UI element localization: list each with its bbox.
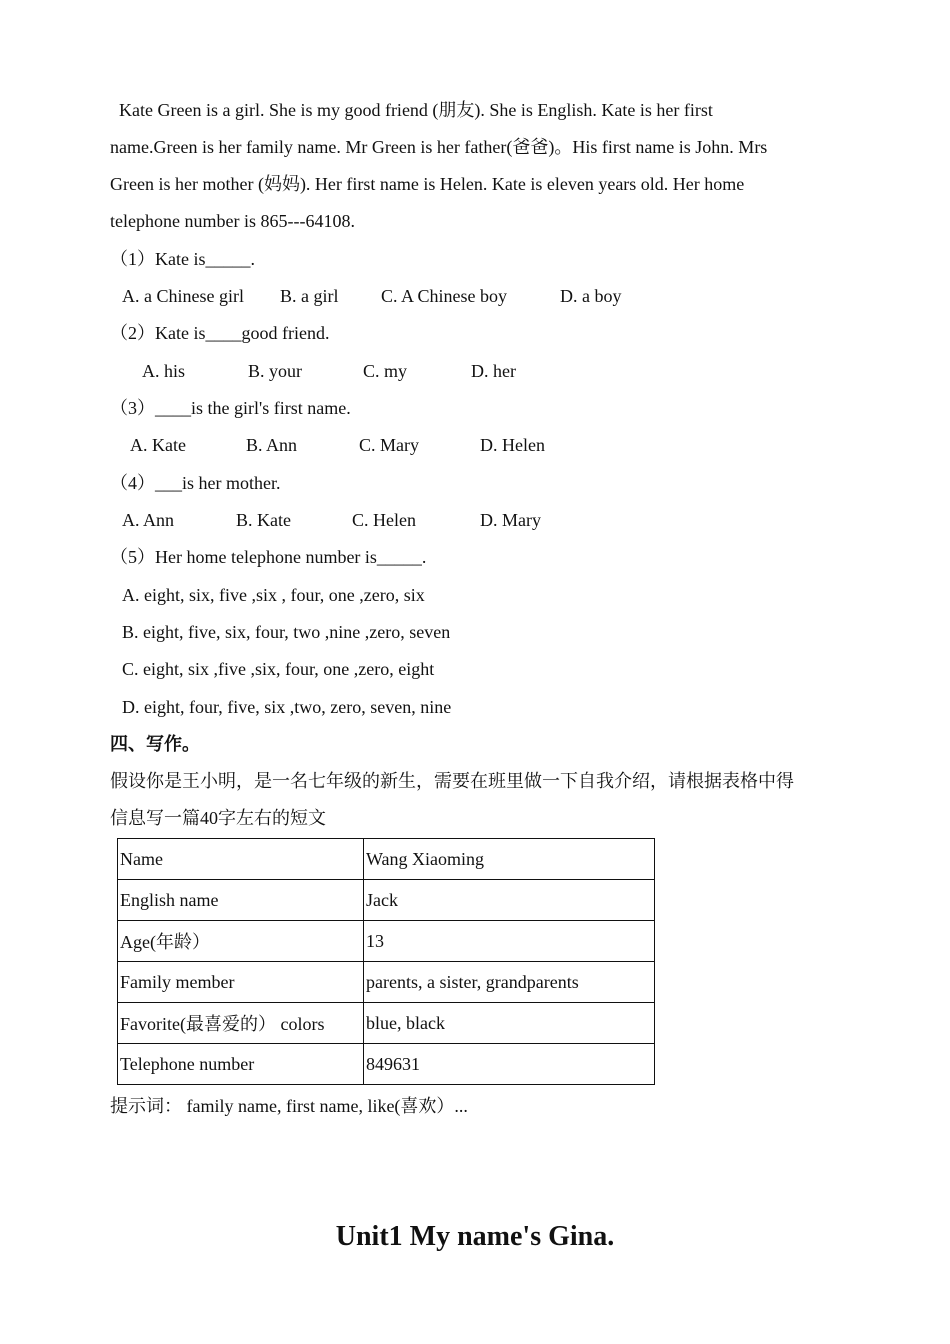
question-2-option-b: B. your xyxy=(248,361,302,381)
question-1-option-c: C. A Chinese boy xyxy=(381,286,508,306)
question-3-stem: （3）____is the girl's first name. xyxy=(110,398,351,418)
question-3-option-c: C. Mary xyxy=(359,435,419,455)
table-cell-label: Name xyxy=(118,839,364,880)
table-row xyxy=(118,1003,655,1044)
table-cell-label: Age(年龄） xyxy=(118,921,364,962)
table-cell-label: Family member xyxy=(118,962,364,1003)
table-cell-value: 13 xyxy=(364,921,655,962)
passage-line-3: Green is her mother (妈妈). Her first name is Helen. Kate is eleven years old. Her home xyxy=(110,174,745,194)
question-2-option-a: A. his xyxy=(142,361,186,381)
question-4-stem: （4）___is her mother. xyxy=(110,473,281,493)
question-4-option-b: B. Kate xyxy=(236,510,291,530)
writing-heading: 四、写作。 xyxy=(110,734,200,754)
question-3-option-a: A. Kate xyxy=(130,435,186,455)
question-1-stem: （1）Kate is_____. xyxy=(110,249,255,269)
table-cell-value: parents, a sister, grandparents xyxy=(364,962,655,1003)
table-cell-label: English name xyxy=(118,880,364,921)
question-2-stem: （2）Kate is____good friend. xyxy=(110,323,330,343)
passage-line-4: telephone number is 865---64108. xyxy=(110,211,355,231)
question-4-option-a: A. Ann xyxy=(122,510,175,530)
table-cell-value: Wang Xiaoming xyxy=(364,839,655,880)
table-row xyxy=(118,880,655,921)
table-row xyxy=(118,921,655,962)
question-3-option-b: B. Ann xyxy=(246,435,298,455)
question-4-option-d: D. Mary xyxy=(480,510,541,530)
question-1-option-a: A. a Chinese girl xyxy=(122,286,244,306)
table-cell-label: Favorite(最喜爱的） colors xyxy=(118,1003,364,1044)
table-row xyxy=(118,962,655,1003)
table-cell-value: blue, black xyxy=(364,1003,655,1044)
writing-hint: 提示词： family name, first name, like(喜欢）... xyxy=(110,1096,468,1116)
question-5-option-d: D. eight, four, five, six ,two, zero, seven, nine xyxy=(122,697,452,717)
table-row xyxy=(118,839,655,880)
question-5-option-b: B. eight, five, six, four, two ,nine ,zero, seven xyxy=(122,622,451,642)
unit-title: Unit1 My name's Gina. xyxy=(335,1221,615,1252)
question-5-option-a: A. eight, six, five ,six , four, one ,zero, six xyxy=(122,585,425,605)
table-row xyxy=(118,1044,655,1085)
writing-instruction-line-2: 信息写一篇40字左右的短文 xyxy=(110,808,326,828)
question-5-stem: （5）Her home telephone number is_____. xyxy=(110,547,427,567)
question-1-option-d: D. a boy xyxy=(560,286,622,306)
passage-line-1: Kate Green is a girl. She is my good friend (朋友). She is English. Kate is her first xyxy=(110,100,713,120)
question-1-option-b: B. a girl xyxy=(280,286,339,306)
question-2-option-c: C. my xyxy=(363,361,408,381)
table-cell-value: 849631 xyxy=(364,1044,655,1085)
table-cell-value: Jack xyxy=(364,880,655,921)
writing-instruction-line-1: 假设你是王小明，是一名七年级的新生，需要在班里做一下自我介绍，请根据表格中得 xyxy=(110,771,794,791)
question-2-option-d: D. her xyxy=(471,361,516,381)
passage-line-2: name.Green is her family name. Mr Green is her father(爸爸)。His first name is John. Mrs xyxy=(110,137,768,157)
table-cell-label: Telephone number xyxy=(118,1044,364,1085)
question-4-option-c: C. Helen xyxy=(352,510,416,530)
question-5-option-c: C. eight, six ,five ,six, four, one ,zero, eight xyxy=(122,659,435,679)
question-3-option-d: D. Helen xyxy=(480,435,545,455)
info-table xyxy=(117,838,655,1085)
